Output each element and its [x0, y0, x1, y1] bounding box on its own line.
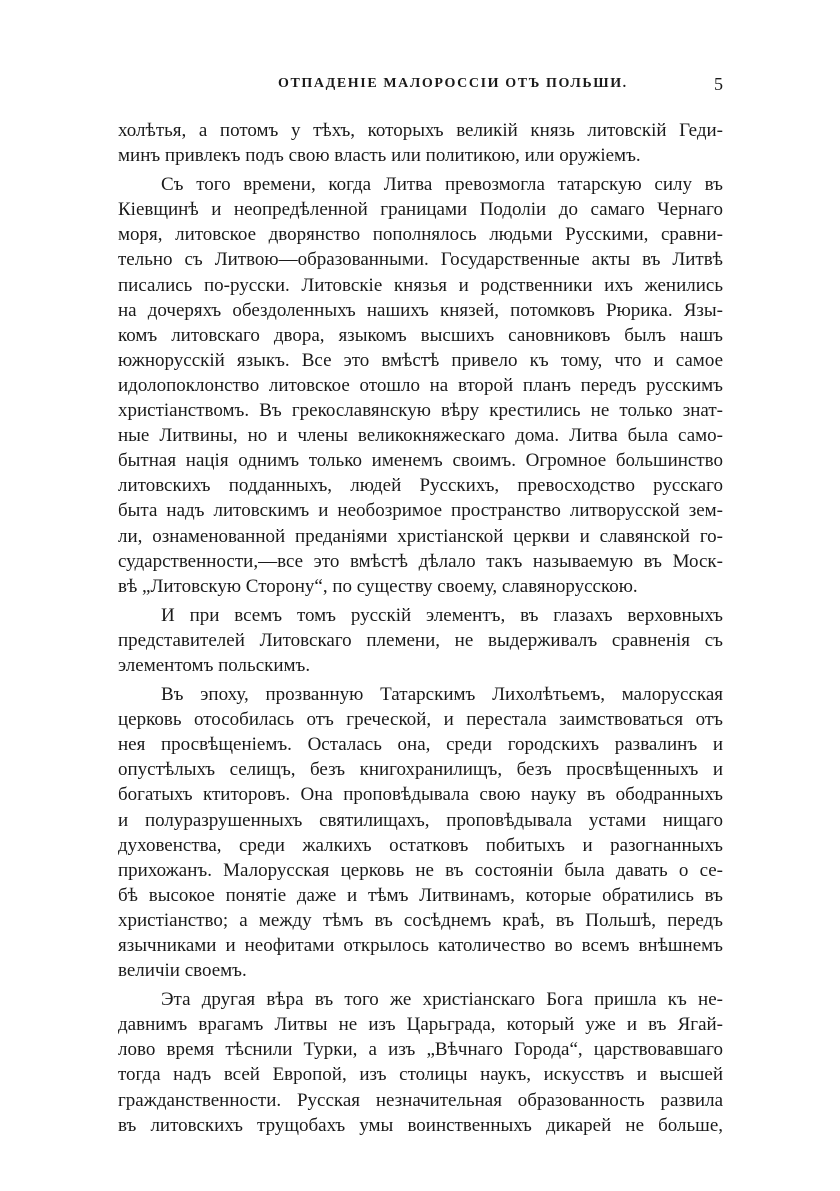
text-line: ные Литвины, но и члены великокняжескаго дома. Литва была само- — [118, 425, 723, 447]
text-line: минъ привлекъ подъ свою власть или политикою, или оружіемъ. — [118, 145, 641, 167]
paragraph — [118, 987, 723, 1138]
book-page — [118, 70, 723, 1136]
text-line: на дочеряхъ обездоленныхъ нашихъ князей, потомковъ Рюрика. Язы- — [118, 299, 723, 321]
text-line: въ литовскихъ трущобахъ умы воинственныхъ дикарей не больше, — [118, 1114, 723, 1136]
text-line: лово время тѣснили Турки, а изъ „Вѣчнаго Города“, царствовавшаго — [118, 1039, 723, 1061]
text-line: христіанствомъ. Въ грекославянскую вѣру крестились не только знат- — [118, 400, 723, 422]
text-line: Съ того времени, когда Литва превозмогла татарскую силу въ — [161, 174, 723, 196]
text-line: величіи своемъ. — [118, 960, 247, 982]
text-line: язычниками и неофитами открылось католичество во всемъ внѣшнемъ — [118, 935, 723, 956]
text-line: южнорусскій языкъ. Все это вмѣстѣ привело къ тому, что и самое — [118, 349, 723, 371]
text-line: представителей Литовскаго племени, не выдерживалъ сравненія съ — [118, 629, 723, 651]
text-line: холѣтья, а потомъ у тѣхъ, которыхъ великій князь литовскій Геди- — [118, 120, 723, 141]
text-line: бѣ высокое понятіе даже и тѣмъ Литвинамъ, которые обратились въ — [118, 884, 723, 906]
paragraph — [118, 118, 723, 168]
text-line: литовскихъ подданныхъ, людей Русскихъ, превосходство русскаго — [118, 475, 723, 497]
running-title: ОТПАДЕНІЕ МАЛОРОССІИ ОТЪ ПОЛЬШИ. — [278, 76, 628, 91]
text-line: нея просвѣщеніемъ. Осталась она, среди городскихъ развалинъ и — [118, 734, 723, 756]
text-line: элементомъ польскимъ. — [118, 654, 311, 676]
text-line: И при всемъ томъ русскій элементъ, въ глазахъ верховныхъ — [161, 604, 723, 626]
text-line: тельно съ Литвою—образованными. Государственные акты въ Литвѣ — [118, 249, 723, 271]
paragraph — [118, 682, 723, 983]
text-line: христіанство; а между тѣмъ въ сосѣднемъ краѣ, въ Польшѣ, передъ — [118, 909, 723, 931]
text-line: вѣ „Литовскую Сторону“, по существу своему, славянорусскою. — [118, 575, 638, 597]
text-line: Кіевщинѣ и неопредѣленной границами Подоліи до самаго Чернаго — [118, 199, 723, 221]
text-line: быта надъ литовскимъ и необозримое пространство литворусской зем- — [118, 500, 723, 522]
text-line: опустѣлыхъ селищъ, безъ книгохранилищъ, безъ просвѣщенныхъ и — [118, 759, 723, 781]
text-line: духовенства, среди жалкихъ остатковъ побитыхъ и разогнанныхъ — [118, 834, 723, 856]
text-line: Въ эпоху, прозванную Татарскимъ Лихолѣтьемъ, малорусская — [161, 684, 723, 706]
text-line: и полуразрушенныхъ святилищахъ, проповѣдывала устами нищаго — [118, 809, 723, 831]
page-number: 5 — [714, 74, 723, 94]
text-line: богатыхъ ктиторовъ. Она проповѣдывала свою науку въ ободранныхъ — [118, 784, 723, 806]
text-line: моря, литовское дворянство пополнялось людьми Русскими, сравни- — [118, 224, 723, 246]
text-line: писались по-русски. Литовскіе князья и родственники ихъ женились — [118, 274, 723, 296]
text-line: идолопоклонство литовское отошло на второй планъ передъ русскимъ — [118, 374, 723, 396]
text-line: комъ литовскаго двора, языкомъ высшихъ сановниковъ былъ нашъ — [118, 324, 723, 346]
paragraph — [118, 603, 723, 678]
text-line: Эта другая вѣра въ того же христіанскаго Бога пришла къ не- — [161, 989, 723, 1011]
text-line: тогда надъ всей Европой, изъ столицы наукъ, искусствъ и высшей — [118, 1064, 723, 1086]
text-line: бытная нація однимъ только именемъ своимъ. Огромное большинство — [118, 450, 723, 472]
text-line: гражданственности. Русская незначительная образованность развила — [118, 1089, 723, 1111]
text-line: прихожанъ. Малорусская церковь не въ состояніи была давать о се- — [118, 859, 723, 881]
paragraph — [118, 172, 723, 599]
text-line: сударственности,—все это вмѣстѣ дѣлало такъ называемую въ Моск- — [118, 550, 723, 572]
page-header — [118, 70, 723, 100]
text-line: давнимъ врагамъ Литвы не изъ Царьграда, который уже и въ Ягай- — [118, 1014, 723, 1036]
body-text — [118, 118, 723, 1138]
text-line: церковь отособилась отъ греческой, и перестала заимствоваться отъ — [118, 709, 723, 731]
text-line: ли, ознаменованной преданіями христіанской церкви и славянской го- — [118, 525, 723, 547]
